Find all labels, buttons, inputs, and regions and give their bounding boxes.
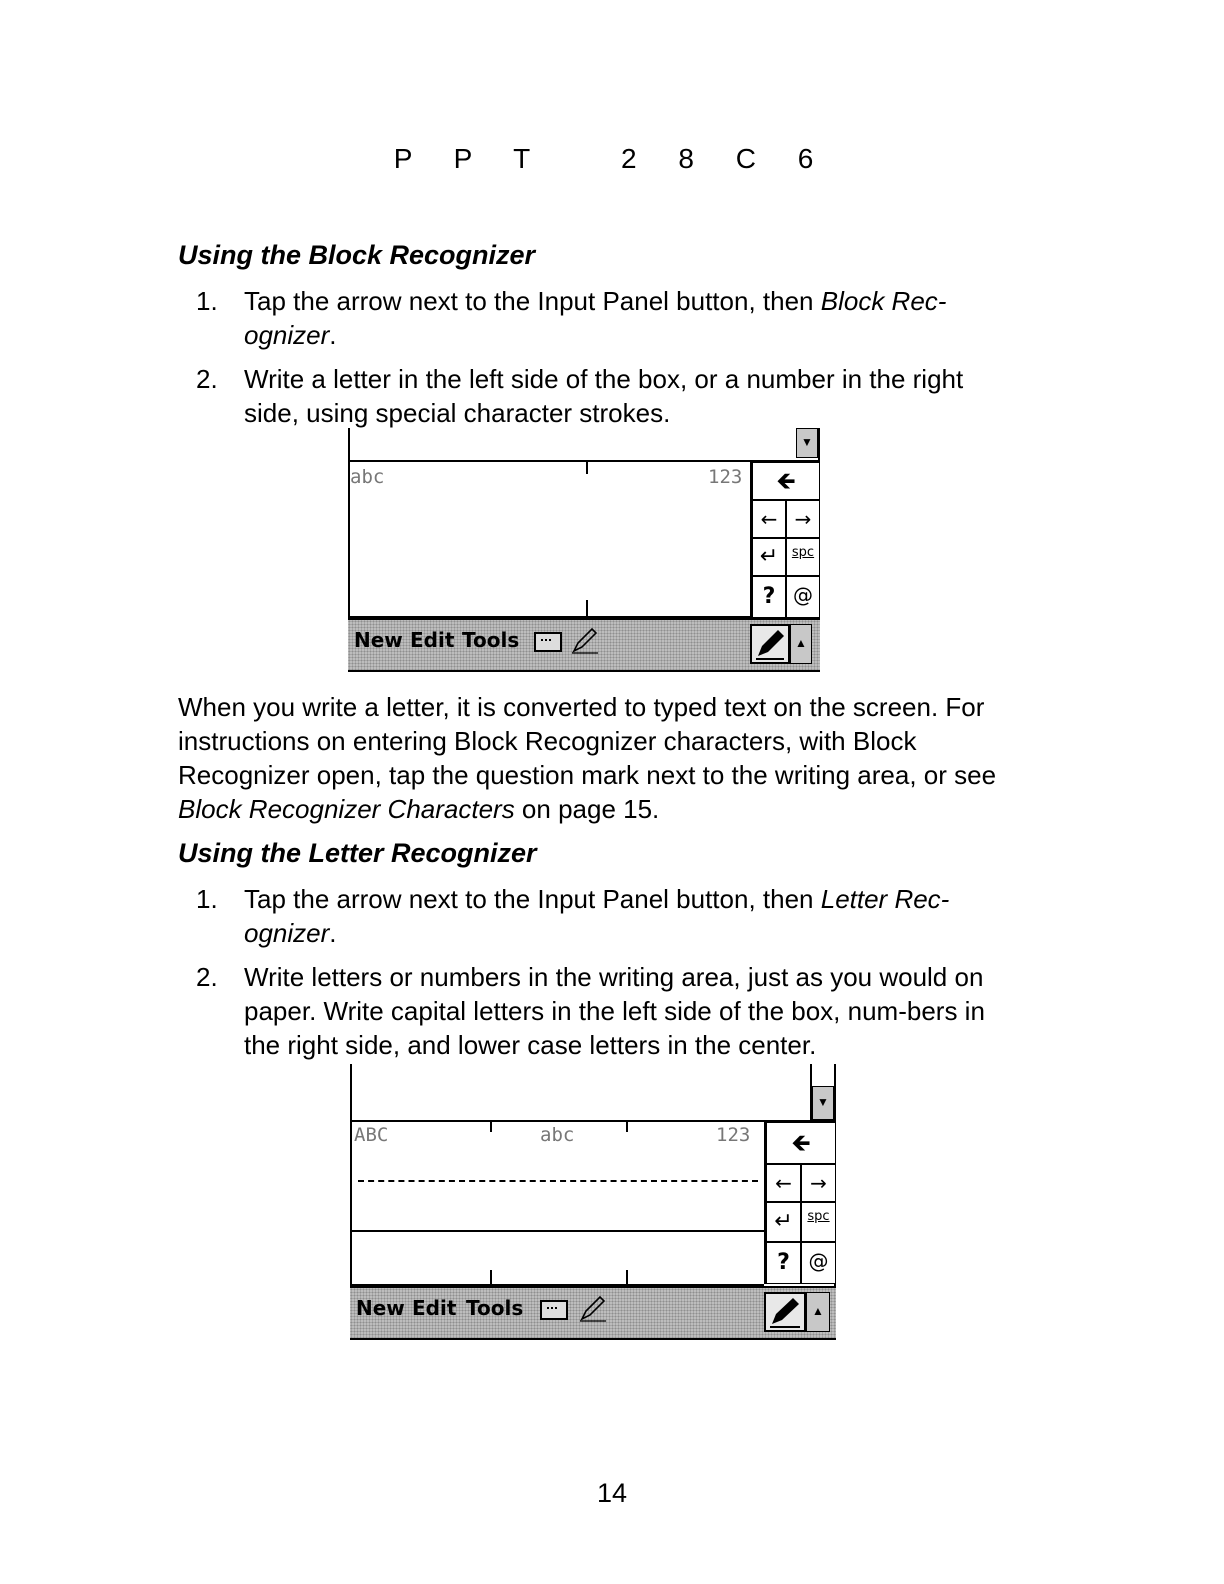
- menu-new[interactable]: New: [356, 1296, 405, 1320]
- input-panel-arrow-button[interactable]: [790, 624, 812, 664]
- number-zone-label: 123: [708, 466, 743, 488]
- triangle-down-icon: ▼: [801, 435, 813, 449]
- page-number: 14: [596, 1478, 628, 1508]
- keyboard-icon[interactable]: [534, 632, 562, 652]
- letter-zone-label: abc: [350, 466, 385, 488]
- letter-recognizer-panel: [348, 1064, 840, 1342]
- step-text: [244, 284, 996, 352]
- menu-tools[interactable]: Tools: [462, 628, 520, 652]
- lowercase-zone-label: abc: [540, 1124, 575, 1146]
- zone-divider-tick-bottom-right: [626, 1270, 628, 1284]
- input-method-button[interactable]: [750, 624, 790, 664]
- zone-divider-tick-top-left: [490, 1122, 492, 1132]
- step-text: [244, 882, 996, 950]
- step-text: Write a letter in the left side of the box, or a number in the right side, using special character strokes.: [244, 364, 964, 428]
- backspace-key[interactable]: 🡸: [766, 1122, 836, 1164]
- step-text-end: .: [329, 918, 337, 948]
- left-arrow-key[interactable]: ←: [766, 1164, 801, 1202]
- scroll-down-button[interactable]: [812, 1086, 834, 1120]
- menu-edit[interactable]: Edit: [410, 628, 455, 652]
- pencil-icon: [766, 1294, 804, 1330]
- right-arrow-key[interactable]: →: [786, 500, 820, 538]
- menu-bar: [348, 618, 820, 672]
- menu-bar: [350, 1286, 836, 1340]
- keyboard-icon[interactable]: [540, 1300, 568, 1320]
- space-key[interactable]: spc: [786, 538, 820, 576]
- triangle-up-icon: ▲: [795, 636, 807, 650]
- space-key[interactable]: spc: [801, 1202, 836, 1242]
- step-text-emphasis: Letter Rec-ognizer: [244, 884, 950, 948]
- step-text-end: .: [329, 320, 337, 350]
- zone-divider-tick-top: [586, 462, 588, 474]
- right-arrow-key[interactable]: →: [801, 1164, 836, 1202]
- symbols-key[interactable]: @: [801, 1242, 836, 1284]
- step-text-emphasis: Block Rec-ognizer: [244, 286, 947, 350]
- section-heading-letter-recognizer: Using the Letter Recognizer: [178, 838, 537, 868]
- symbols-key[interactable]: @: [786, 576, 820, 618]
- menu-edit[interactable]: Edit: [412, 1296, 457, 1320]
- left-arrow-key[interactable]: ←: [752, 500, 786, 538]
- pen-icon[interactable]: [578, 1293, 608, 1323]
- menu-tools[interactable]: Tools: [466, 1296, 524, 1320]
- backspace-key[interactable]: 🡸: [752, 462, 820, 500]
- input-panel-arrow-button[interactable]: [806, 1292, 830, 1332]
- paragraph-emphasis: Block Recognizer Characters: [178, 794, 515, 824]
- zone-divider-tick-bottom: [586, 600, 588, 616]
- zone-divider-tick-top-right: [626, 1122, 628, 1132]
- step-number: 1.: [196, 286, 218, 316]
- step-number: 2.: [196, 364, 218, 394]
- help-key[interactable]: ?: [752, 576, 786, 618]
- enter-key[interactable]: ↵: [766, 1202, 801, 1242]
- step-text-plain: Tap the arrow next to the Input Panel button, then: [244, 286, 821, 316]
- instructions-paragraph: [178, 690, 998, 826]
- enter-key[interactable]: ↵: [752, 538, 786, 576]
- paragraph-text: When you write a letter, it is converted to typed text on the screen. For instructions on entering Block Recognizer characters, with Block Recognizer open, tap the question mark next to the writing area, or see: [178, 692, 997, 790]
- menu-new[interactable]: New: [354, 628, 403, 652]
- triangle-up-icon: ▲: [812, 1304, 824, 1318]
- input-method-button[interactable]: [764, 1292, 806, 1332]
- number-zone-label: 123: [716, 1124, 751, 1146]
- capital-zone-label: ABC: [354, 1124, 389, 1146]
- pen-icon[interactable]: [570, 625, 600, 655]
- page-header: P P T 2 8 C 6: [393, 143, 831, 174]
- writing-baseline: [350, 1230, 764, 1232]
- triangle-down-icon: ▼: [817, 1095, 829, 1109]
- help-key[interactable]: ?: [766, 1242, 801, 1284]
- midline-dashed: [358, 1180, 758, 1182]
- paragraph-text-end: on page 15.: [514, 794, 660, 824]
- zone-divider-tick-bottom-left: [490, 1270, 492, 1284]
- step-number: 1.: [196, 884, 218, 914]
- section-heading-block-recognizer: Using the Block Recognizer: [178, 240, 536, 270]
- step-number: 2.: [196, 962, 218, 992]
- scroll-down-button[interactable]: [796, 428, 818, 458]
- key-grid: [764, 1122, 836, 1284]
- step-text-plain: Tap the arrow next to the Input Panel button, then: [244, 884, 821, 914]
- key-grid: [750, 462, 820, 618]
- step-text: Write letters or numbers in the writing area, just as you would on paper. Write capital letters in the left side of the box, num-bers in the right side, and lower case letters in the center.: [244, 962, 985, 1060]
- pencil-icon: [752, 626, 788, 662]
- block-recognizer-panel: [346, 428, 824, 672]
